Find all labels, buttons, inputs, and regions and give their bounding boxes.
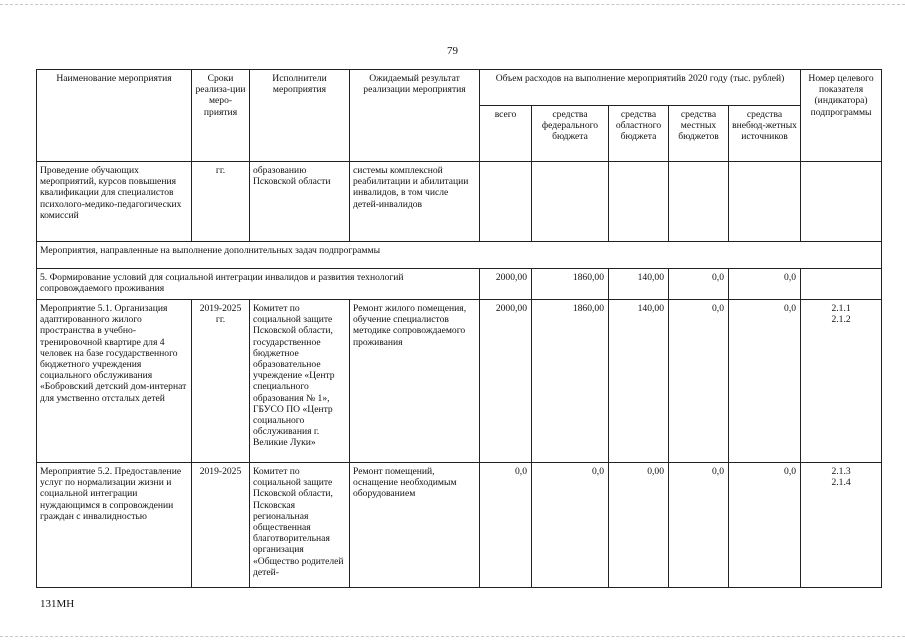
cell-total: 2000,00 <box>480 300 532 463</box>
task-local: 0,0 <box>669 269 729 300</box>
cell-executors: Комитет по социальной защите Псковской области, Псковская региональная общественная благотворительная организация «Общество родителей детей- <box>250 463 350 588</box>
task-total: 2000,00 <box>480 269 532 300</box>
cell-executors: образованию Псковской области <box>250 162 350 242</box>
document-code: 131МН <box>40 598 75 610</box>
header-name: Наименование мероприятия <box>37 70 192 162</box>
header-regional: средства областного бюджета <box>609 106 669 162</box>
cell-indicator <box>801 300 882 463</box>
header-indicator: Номер целевого показателя (индикатора) подпрограммы <box>801 70 882 162</box>
cell-federal: 1860,00 <box>532 300 609 463</box>
task-name: 5. Формирование условий для социальной интеграции инвалидов и развития технологий сопровождаемого проживания <box>37 269 480 300</box>
header-result: Ожидаемый результат реализации мероприятия <box>350 70 480 162</box>
cell-extra <box>729 162 801 242</box>
header-local: средства местных бюджетов <box>669 106 729 162</box>
cell-indicator <box>801 162 882 242</box>
indicator-code: 2.1.3 <box>831 466 851 477</box>
table-row-measure-5-1 <box>37 300 882 463</box>
header-executors: Исполнители мероприятия <box>250 70 350 162</box>
cell-indicator <box>801 463 882 588</box>
cell-local: 0,0 <box>669 463 729 588</box>
table-header-row <box>37 70 882 106</box>
task-regional: 140,00 <box>609 269 669 300</box>
cell-extra: 0,0 <box>729 300 801 463</box>
task-federal: 1860,00 <box>532 269 609 300</box>
cell-local: 0,0 <box>669 300 729 463</box>
cell-name: Мероприятие 5.1. Организация адаптированного жилого пространства в учебно-тренировочной квартире для 4 человек на базе государственного бюджетного учреждения социального обслуживания «Бобровский детский дом-интернат для умственно отсталых детей <box>37 300 192 463</box>
cell-total: 0,0 <box>480 463 532 588</box>
indicator-code: 2.1.4 <box>831 477 851 489</box>
cell-name: Проведение обучающих мероприятий, курсов повышения квалификации для специалистов психолого-медико-педагогических комиссий <box>37 162 192 242</box>
task-row <box>37 269 882 300</box>
indicator-code: 2.1.2 <box>831 314 851 326</box>
cell-total <box>480 162 532 242</box>
cell-result: Ремонт жилого помещения, обучение специалистов методике сопровождаемого проживания <box>350 300 480 463</box>
section-title-row <box>37 242 882 269</box>
task-indicator <box>801 269 882 300</box>
header-budget-group: Объем расходов на выполнение мероприятийв 2020 году (тыс. рублей) <box>480 70 801 106</box>
cell-regional: 0,00 <box>609 463 669 588</box>
page-number: 79 <box>447 45 458 57</box>
cell-regional: 140,00 <box>609 300 669 463</box>
section-title: Мероприятия, направленные на выполнение дополнительных задач подпрограммы <box>37 242 882 269</box>
scan-top-edge <box>0 4 905 5</box>
cell-local <box>669 162 729 242</box>
cell-federal <box>532 162 609 242</box>
cell-executors: Комитет по социальной защите Псковской области, государственное бюджетное образовательное учреждение «Центр специального образования № 1», ГБУСО ПО «Центр социального обслуживания г. Великие Луки» <box>250 300 350 463</box>
header-federal: средства федерального бюджета <box>532 106 609 162</box>
task-extra: 0,0 <box>729 269 801 300</box>
header-total: всего <box>480 106 532 162</box>
indicator-code: 2.1.1 <box>831 303 851 314</box>
cell-name: Мероприятие 5.2. Предоставление услуг по нормализации жизни и социальной интеграции нуждающимся в сопровождении граждан с инвалидностью <box>37 463 192 588</box>
header-terms: Сроки реализа-ции меро-приятия <box>192 70 250 162</box>
cell-federal: 0,0 <box>532 463 609 588</box>
measures-table <box>36 69 882 588</box>
cell-terms: 2019-2025 гг. <box>192 300 250 463</box>
scan-bottom-edge <box>0 636 905 637</box>
cell-result: системы комплексной реабилитации и абилитации инвалидов, в том числе детей-инвалидов <box>350 162 480 242</box>
cell-regional <box>609 162 669 242</box>
cell-result: Ремонт помещений, оснащение необходимым оборудованием <box>350 463 480 588</box>
cell-terms: 2019-2025 <box>192 463 250 588</box>
table-row <box>37 162 882 242</box>
header-extra: средства внебюд-жетных источников <box>729 106 801 162</box>
cell-terms: гг. <box>192 162 250 242</box>
cell-extra: 0,0 <box>729 463 801 588</box>
table-row-measure-5-2 <box>37 463 882 588</box>
